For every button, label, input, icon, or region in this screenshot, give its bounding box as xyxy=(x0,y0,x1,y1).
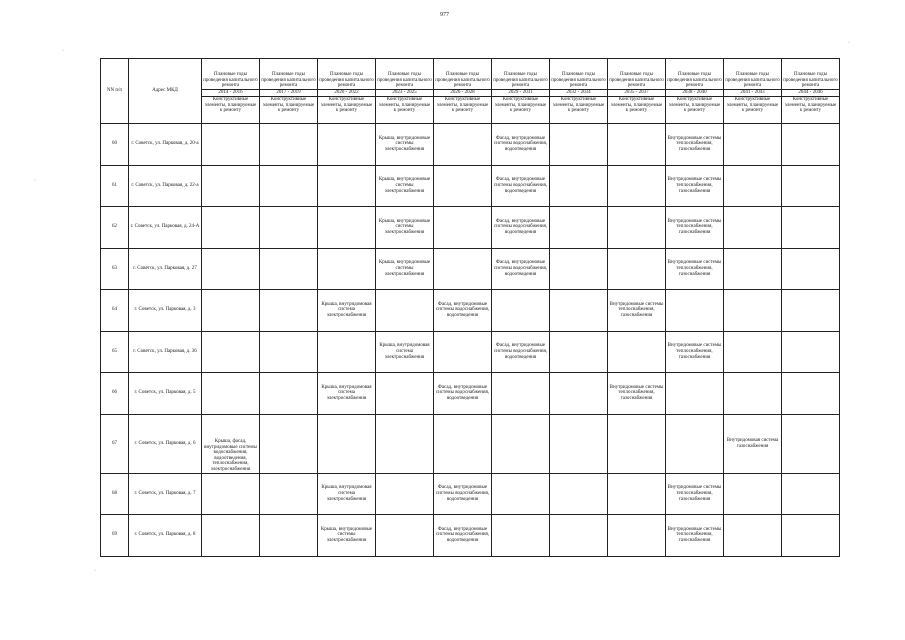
period-years-cell: 2044 - 2046 xyxy=(782,90,840,97)
repair-elements-cell xyxy=(782,331,840,373)
repair-elements-cell xyxy=(724,124,782,166)
elements-subheader-cell: Конструктивные элементы, планируемые к ремонту xyxy=(202,97,260,124)
repair-elements-cell xyxy=(260,414,318,473)
repair-elements-cell xyxy=(202,290,260,332)
repair-elements-cell: Фасад, внутридомовые системы водоснабжения, водоотведения xyxy=(434,290,492,332)
repair-elements-cell xyxy=(434,124,492,166)
repair-elements-cell xyxy=(724,373,782,415)
repair-elements-cell xyxy=(724,290,782,332)
repair-elements-cell xyxy=(782,207,840,249)
repair-elements-cell xyxy=(550,331,608,373)
row-number: 61 xyxy=(101,165,129,207)
repair-elements-cell xyxy=(608,414,666,473)
repair-elements-cell: Внутридомовые системы теплоснабжения, газоснабжения xyxy=(666,165,724,207)
period-title-cell: Плановые годы проведения капитального ремонта xyxy=(666,59,724,90)
repair-elements-cell xyxy=(376,515,434,557)
repair-elements-cell xyxy=(782,165,840,207)
repair-elements-cell xyxy=(492,290,550,332)
repair-elements-cell: Крыша, внутридомовая система электроснабжения xyxy=(318,290,376,332)
period-years-cell: 2014 - 2016 xyxy=(202,90,260,97)
row-address: г. Советск, ул. Парковая, д. 36 xyxy=(129,331,202,373)
period-title-cell: Плановые годы проведения капитального ремонта xyxy=(782,59,840,90)
repair-elements-cell: Внутридомовые системы теплоснабжения, газоснабжения xyxy=(666,331,724,373)
repair-elements-cell xyxy=(724,473,782,515)
repair-elements-cell xyxy=(318,331,376,373)
row-number: 64 xyxy=(101,290,129,332)
repair-elements-cell xyxy=(724,207,782,249)
repair-elements-cell xyxy=(260,373,318,415)
repair-elements-cell: Внутридомовые системы теплоснабжения, газоснабжения xyxy=(666,248,724,290)
period-title-cell: Плановые годы проведения капитального ремонта xyxy=(550,59,608,90)
repair-elements-cell xyxy=(202,373,260,415)
repair-elements-cell xyxy=(666,414,724,473)
repair-elements-cell: Крыша, внутридомовые системы электроснабжения xyxy=(376,165,434,207)
period-years-cell: 2020 - 2022 xyxy=(318,90,376,97)
period-years-cell: 2017 - 2019 xyxy=(260,90,318,97)
repair-elements-cell: Крыша, внутридомовая система электроснабжения xyxy=(318,373,376,415)
row-number: 63 xyxy=(101,248,129,290)
table-row xyxy=(101,207,840,249)
repair-elements-cell xyxy=(724,331,782,373)
repair-elements-cell: Фасад, внутридомовые системы водоснабжения, водоотведения xyxy=(492,207,550,249)
repair-elements-cell xyxy=(550,290,608,332)
repair-elements-cell xyxy=(260,165,318,207)
repair-elements-cell xyxy=(260,515,318,557)
repair-elements-cell xyxy=(260,124,318,166)
row-address: г. Советск, ул. Парковая, д. 5 xyxy=(129,373,202,415)
row-address: г. Советск, ул. Парковая, д. 20-а xyxy=(129,124,202,166)
scan-mark: · xyxy=(62,48,64,54)
repair-elements-cell xyxy=(434,207,492,249)
repair-elements-cell: Фасад, внутридомовые системы водоснабжения, водоотведения xyxy=(492,331,550,373)
row-number: 69 xyxy=(101,515,129,557)
repair-elements-cell xyxy=(782,248,840,290)
repair-elements-cell xyxy=(550,248,608,290)
col-header-address: Адрес МКД xyxy=(129,59,202,124)
repair-elements-cell xyxy=(202,473,260,515)
row-number: 60 xyxy=(101,124,129,166)
elements-subheader-cell: Конструктивные элементы, планируемые к ремонту xyxy=(550,97,608,124)
repair-elements-cell xyxy=(782,473,840,515)
period-title-cell: Плановые годы проведения капитального ремонта xyxy=(608,59,666,90)
repair-elements-cell: Фасад, внутридомовые системы водоснабжения, водоотведения xyxy=(492,248,550,290)
repair-elements-cell xyxy=(608,473,666,515)
elements-subheader-cell: Конструктивные элементы, планируемые к ремонту xyxy=(318,97,376,124)
repair-elements-cell xyxy=(666,290,724,332)
row-address: г. Советск, ул. Парковая, д. 6 xyxy=(129,414,202,473)
table-row xyxy=(101,373,840,415)
repair-elements-cell: Фасад, внутридомовые системы водоснабжения, водоотведения xyxy=(434,515,492,557)
repair-elements-cell xyxy=(318,248,376,290)
repair-elements-cell xyxy=(492,414,550,473)
elements-subheader-cell: Конструктивные элементы, планируемые к ремонту xyxy=(492,97,550,124)
repair-elements-cell: Фасад, внутридомовые системы водоснабжения, водоотведения xyxy=(492,165,550,207)
repair-elements-cell xyxy=(782,124,840,166)
repair-elements-cell xyxy=(202,207,260,249)
row-number: 62 xyxy=(101,207,129,249)
col-header-num: NN п/п xyxy=(101,59,129,124)
table-row xyxy=(101,248,840,290)
table-row xyxy=(101,414,840,473)
scan-mark: · xyxy=(34,178,36,184)
repair-elements-cell xyxy=(550,515,608,557)
repair-elements-cell xyxy=(608,248,666,290)
period-title-cell: Плановые годы проведения капитального ремонта xyxy=(202,59,260,90)
repair-elements-cell xyxy=(318,207,376,249)
repair-elements-cell xyxy=(550,124,608,166)
period-years-cell: 2023 - 2025 xyxy=(376,90,434,97)
repair-elements-cell xyxy=(608,207,666,249)
elements-subheader-cell: Конструктивные элементы, планируемые к ремонту xyxy=(260,97,318,124)
repair-elements-cell: Фасад, внутридомовые системы водоснабжения, водоотведения xyxy=(434,473,492,515)
repair-elements-cell: Внутридомовые системы теплоснабжения, газоснабжения xyxy=(608,290,666,332)
repair-elements-cell xyxy=(666,373,724,415)
repair-elements-cell xyxy=(492,473,550,515)
repair-elements-cell xyxy=(550,207,608,249)
repair-elements-cell xyxy=(782,290,840,332)
repair-elements-cell: Внутридомовая система газоснабжения xyxy=(724,414,782,473)
elements-subheader-cell: Конструктивные элементы, планируемые к ремонту xyxy=(782,97,840,124)
repair-elements-cell xyxy=(608,515,666,557)
repair-elements-cell: Фасад, внутридомовые системы водоснабжения, водоотведения xyxy=(492,124,550,166)
repair-elements-cell: Крыша, внутридомовые системы электроснабжения xyxy=(376,207,434,249)
repair-elements-cell xyxy=(492,515,550,557)
repair-elements-cell xyxy=(318,165,376,207)
repair-elements-cell xyxy=(492,373,550,415)
table-row xyxy=(101,290,840,332)
elements-subheader-cell: Конструктивные элементы, планируемые к ремонту xyxy=(724,97,782,124)
repair-elements-cell xyxy=(608,331,666,373)
repair-elements-cell xyxy=(724,165,782,207)
repair-elements-cell: Внутридомовые системы теплоснабжения, газоснабжения xyxy=(666,207,724,249)
repair-elements-cell xyxy=(260,473,318,515)
table-row xyxy=(101,331,840,373)
period-years-cell: 2041 - 2043 xyxy=(724,90,782,97)
repair-elements-cell xyxy=(550,165,608,207)
scan-mark: · xyxy=(848,40,850,46)
row-number: 65 xyxy=(101,331,129,373)
period-years-cell: 2035 - 2037 xyxy=(608,90,666,97)
repair-elements-cell xyxy=(202,515,260,557)
repair-elements-cell xyxy=(782,515,840,557)
repair-elements-cell xyxy=(724,515,782,557)
repair-elements-cell xyxy=(260,331,318,373)
row-number: 66 xyxy=(101,373,129,415)
capital-repair-plan-table xyxy=(100,58,840,557)
period-years-cell: 2032 - 2034 xyxy=(550,90,608,97)
repair-elements-cell xyxy=(318,414,376,473)
repair-elements-cell xyxy=(202,124,260,166)
period-years-cell: 2026 - 2028 xyxy=(434,90,492,97)
repair-elements-cell xyxy=(202,331,260,373)
table-row xyxy=(101,165,840,207)
repair-elements-cell: Крыша, внутридомовые системы электроснабжения xyxy=(318,515,376,557)
repair-elements-cell xyxy=(376,414,434,473)
period-title-cell: Плановые годы проведения капитального ремонта xyxy=(318,59,376,90)
table-row xyxy=(101,124,840,166)
period-title-cell: Плановые годы проведения капитального ремонта xyxy=(492,59,550,90)
row-number: 67 xyxy=(101,414,129,473)
repair-elements-cell: Крыша, внутридомовые системы электроснабжения xyxy=(376,124,434,166)
repair-elements-cell xyxy=(376,373,434,415)
repair-elements-cell: Внутридомовые системы теплоснабжения, газоснабжения xyxy=(666,515,724,557)
period-title-cell: Плановые годы проведения капитального ремонта xyxy=(376,59,434,90)
repair-elements-cell xyxy=(550,373,608,415)
row-address: г. Советск, ул. Парковая, д. 3 xyxy=(129,290,202,332)
repair-elements-cell: Крыша, внутридомовая система электроснабжения xyxy=(376,331,434,373)
scan-mark: · xyxy=(94,568,96,574)
repair-elements-cell xyxy=(782,414,840,473)
elements-subheader-cell: Конструктивные элементы, планируемые к ремонту xyxy=(666,97,724,124)
repair-elements-cell xyxy=(202,165,260,207)
row-address: г. Советск, ул. Парковая, д. 22-а xyxy=(129,165,202,207)
repair-elements-cell xyxy=(434,165,492,207)
repair-elements-cell xyxy=(608,124,666,166)
period-years-cell: 2029 - 2031 xyxy=(492,90,550,97)
elements-subheader-cell: Конструктивные элементы, планируемые к ремонту xyxy=(608,97,666,124)
repair-elements-cell xyxy=(550,414,608,473)
period-title-cell: Плановые годы проведения капитального ремонта xyxy=(434,59,492,90)
row-number: 68 xyxy=(101,473,129,515)
repair-elements-cell xyxy=(376,290,434,332)
repair-elements-cell xyxy=(434,331,492,373)
repair-elements-cell: Внутридомовые системы теплоснабжения, газоснабжения xyxy=(666,473,724,515)
repair-elements-cell: Фасад, внутридомовые системы водоснабжения, водоотведения xyxy=(434,373,492,415)
repair-elements-cell xyxy=(260,290,318,332)
repair-elements-cell: Крыша, фасад, внутридомовые системы водоснабжения, водоотведения, теплоснабжения, электроснабжения xyxy=(202,414,260,473)
repair-elements-cell xyxy=(434,414,492,473)
repair-elements-cell xyxy=(260,248,318,290)
page-number: 977 xyxy=(440,12,449,18)
row-address: г. Советск, ул. Парковая, д. 27 xyxy=(129,248,202,290)
row-address: г. Советск, ул. Парковая, д. 8 xyxy=(129,515,202,557)
table-row xyxy=(101,515,840,557)
repair-elements-cell xyxy=(724,248,782,290)
repair-elements-cell: Внутридомовые системы теплоснабжения, газоснабжения xyxy=(666,124,724,166)
repair-elements-cell: Крыша, внутридомовые системы электроснабжения xyxy=(376,248,434,290)
elements-subheader-cell: Конструктивные элементы, планируемые к ремонту xyxy=(376,97,434,124)
repair-elements-cell xyxy=(260,207,318,249)
repair-elements-cell: Крыша, внутридомовая система электроснабжения xyxy=(318,473,376,515)
repair-elements-cell xyxy=(318,124,376,166)
repair-elements-cell xyxy=(550,473,608,515)
period-years-cell: 2038 - 2040 xyxy=(666,90,724,97)
repair-elements-cell xyxy=(608,165,666,207)
table-row xyxy=(101,473,840,515)
period-title-cell: Плановые годы проведения капитального ремонта xyxy=(260,59,318,90)
period-title-cell: Плановые годы проведения капитального ремонта xyxy=(724,59,782,90)
repair-elements-cell xyxy=(376,473,434,515)
repair-elements-cell xyxy=(434,248,492,290)
repair-elements-cell xyxy=(202,248,260,290)
repair-elements-cell: Внутридомовые системы теплоснабжения, газоснабжения xyxy=(608,373,666,415)
repair-elements-cell xyxy=(782,373,840,415)
row-address: г. Советск, ул. Парковая, д. 7 xyxy=(129,473,202,515)
row-address: г. Советск, ул. Парковая, д. 24-А xyxy=(129,207,202,249)
elements-subheader-cell: Конструктивные элементы, планируемые к ремонту xyxy=(434,97,492,124)
